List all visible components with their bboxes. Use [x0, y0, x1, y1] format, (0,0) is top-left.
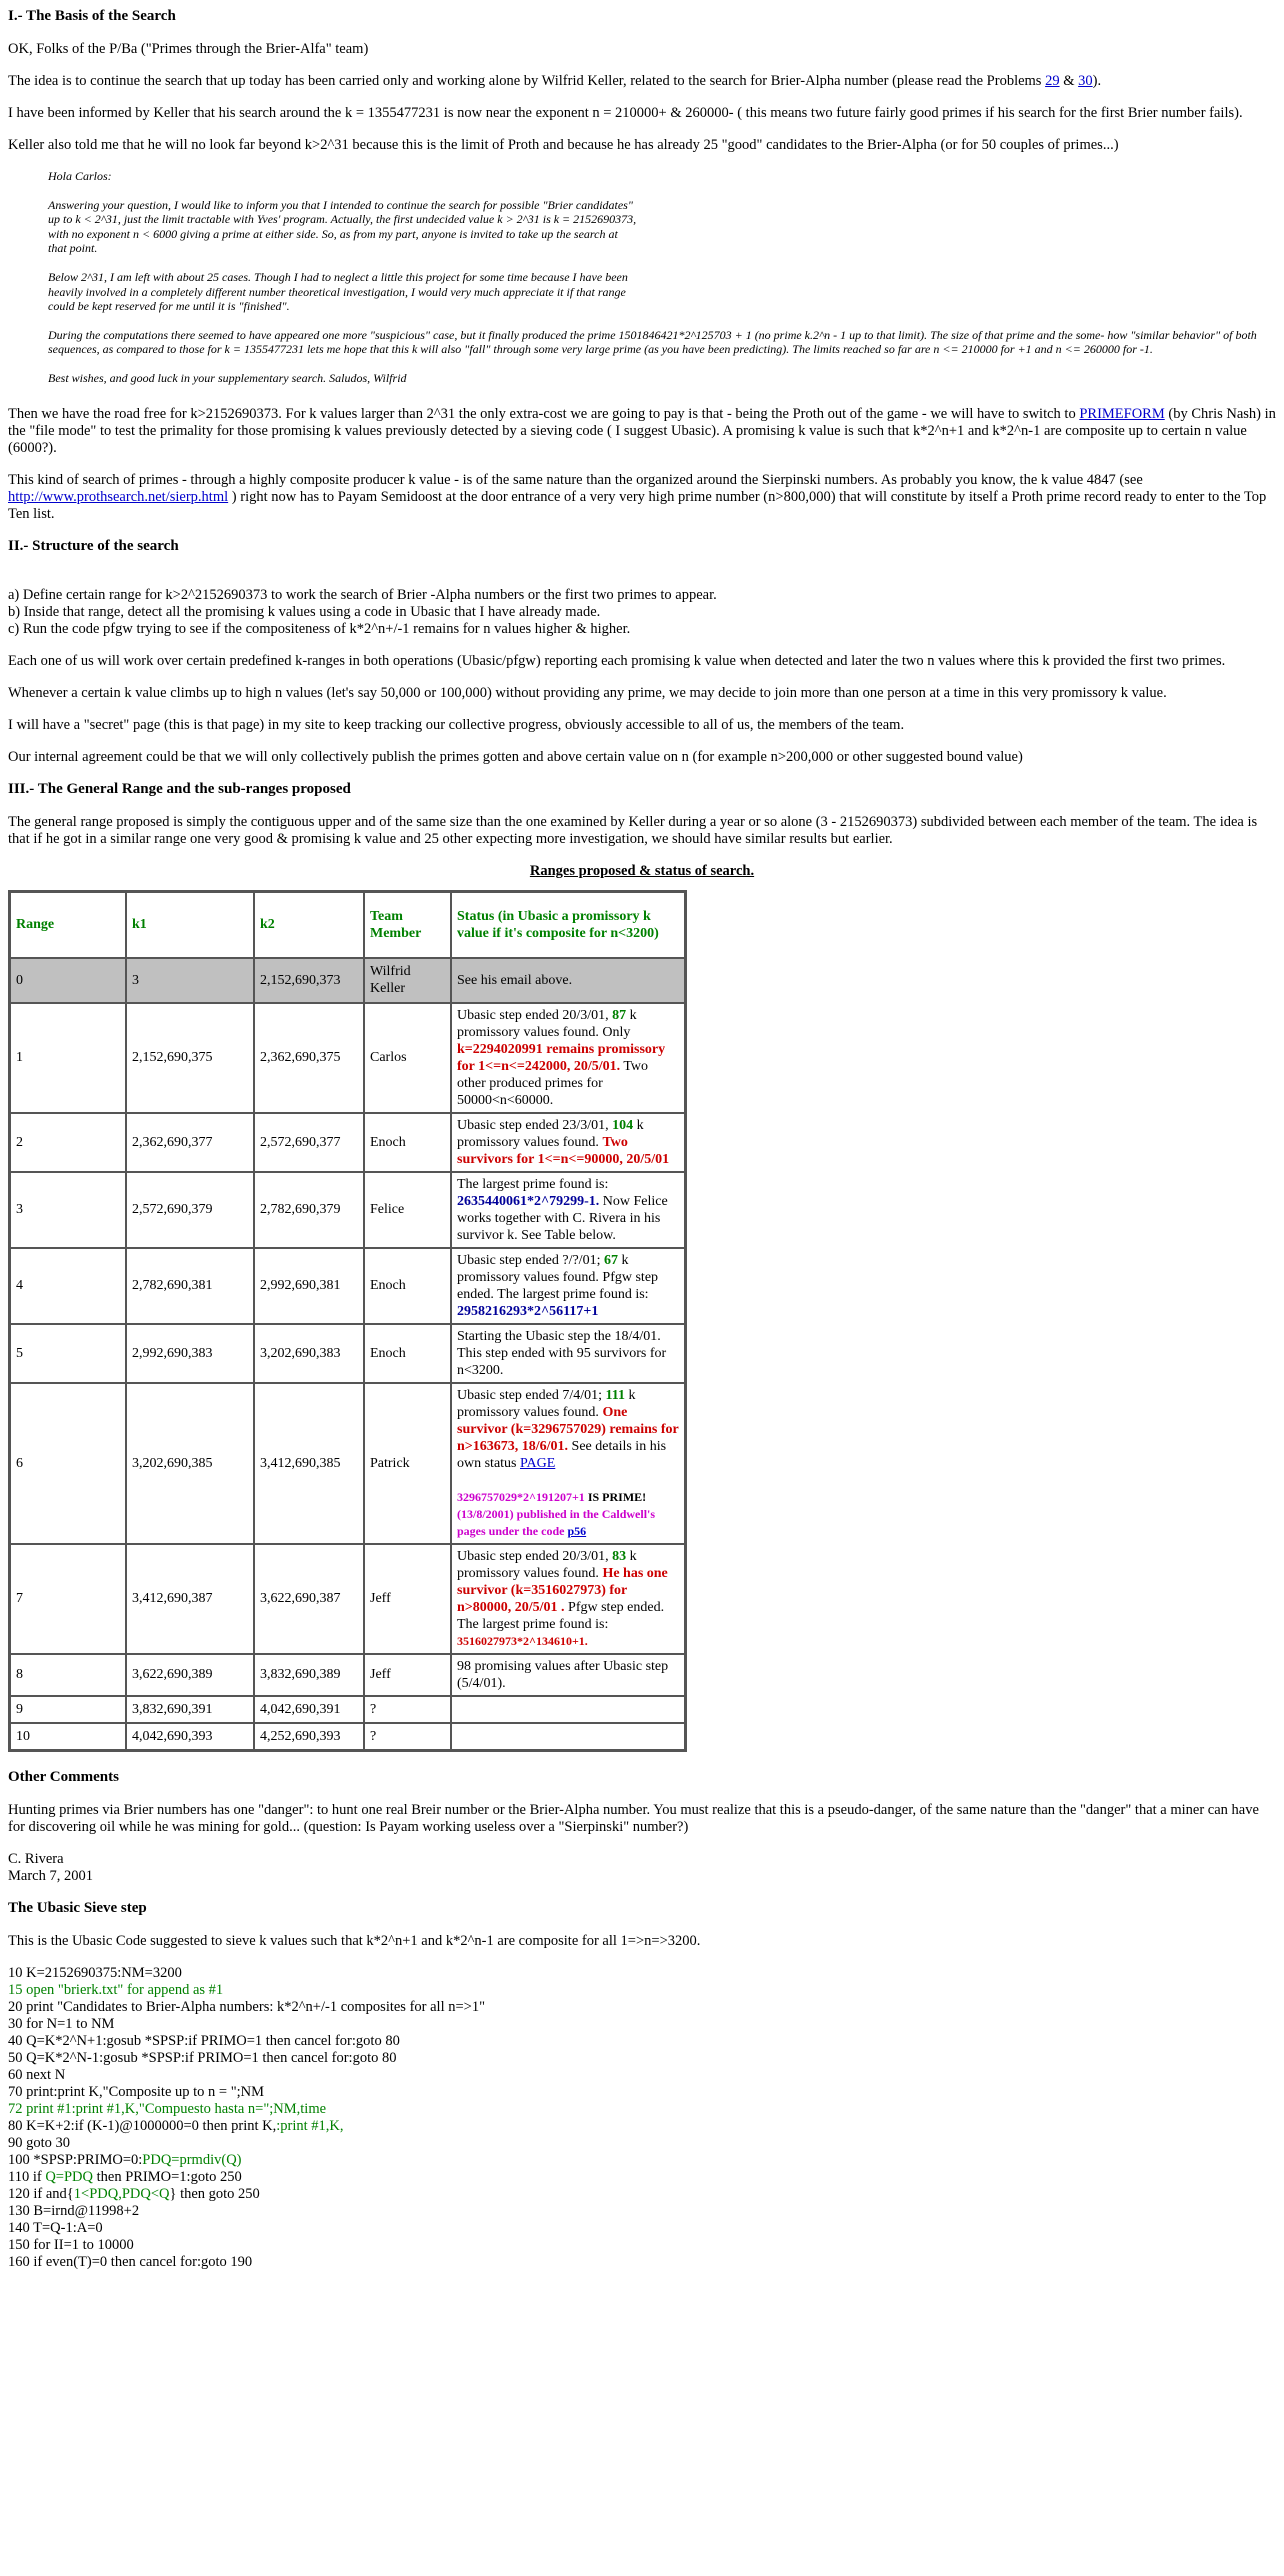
table-row: [10, 1003, 685, 1113]
code-line: 90 goto 30: [8, 2134, 71, 2151]
k2-cell: 2,572,690,377: [254, 1113, 364, 1172]
status-cell: See his email above.: [451, 958, 685, 1003]
code-line: 40 Q=K*2^N+1:gosub *SPSP:if PRIMO=1 then cancel for:goto 80: [8, 2032, 400, 2049]
header-k1: k1: [126, 892, 254, 958]
range-cell: 2: [10, 1113, 126, 1172]
structure-paragraph-3: I will have a "secret" page (this is that page) in my site to keep tracking our collective progress, obviously accessible to all of us, the members of the team.: [8, 716, 905, 733]
range-cell: 1: [10, 1003, 126, 1113]
author-signature: C. Rivera March 7, 2001: [8, 1850, 93, 1884]
team-cell: Jeff: [364, 1654, 451, 1696]
code-line: 160 if even(T)=0 then cancel for:goto 190: [8, 2253, 253, 2270]
structure-steps: a) Define certain range for k>2^2152690373 to work the search of Brier -Alpha numbers or the first two primes to appear. b) Inside that range, detect all the promising k values using a code in Ubasic that I have already made. c) Run the code pfgw trying to see if the compositeness of k*2^n+/-1 remains for n values higher & higher.: [8, 586, 717, 637]
section-structure-title: II.- Structure of the search: [8, 537, 179, 554]
email-paragraph-2: Below 2^31, I am left with about 25 cases. Though I had to neglect a little this project for some time because I have been heavily involved in a completely different number theoretical investigation, I would very much appreciate it if that range could be kept reserved for me until it is "finished".: [48, 269, 628, 314]
status-cell: [451, 1723, 685, 1750]
section-other-comments-title: Other Comments: [8, 1768, 119, 1785]
table-row: [10, 1113, 685, 1172]
status-cell: Starting the Ubasic step the 18/4/01. This step ended with 95 survivors for n<3200.: [451, 1324, 685, 1383]
table-row: [10, 1383, 685, 1544]
keller-limit-paragraph: Keller also told me that he will no look far beyond k>2^31 because this is the limit of Proth and because he has already 25 "good" candidates to the Brier-Alpha (or for 50 couples of primes...): [8, 137, 1119, 153]
status-cell: The largest prime found is: 2635440061*2^79299-1. Now Felice works together with C. Rivera in his survivor k. See Table below.: [451, 1172, 685, 1248]
k2-cell: 2,362,690,375: [254, 1003, 364, 1113]
code-line: 20 print "Candidates to Brier-Alpha numbers: k*2^n+/-1 composites for all n=>1": [8, 1998, 485, 2015]
table-row: [10, 958, 685, 1003]
ranges-table: [8, 890, 687, 1752]
range-cell: 10: [10, 1723, 126, 1750]
team-cell: Enoch: [364, 1113, 451, 1172]
k1-cell: 2,992,690,383: [126, 1324, 254, 1383]
table-caption: Ranges proposed & status of search.: [529, 862, 755, 879]
table-row: [10, 1324, 685, 1383]
k1-cell: 2,152,690,375: [126, 1003, 254, 1113]
team-cell: Enoch: [364, 1248, 451, 1324]
problem-30-link[interactable]: 30: [1078, 73, 1093, 89]
email-paragraph-1: Answering your question, I would like to inform you that I intended to continue the search for possible "Brier candidates" up to k < 2^31, just the limit tractable with Yves' program. Actually, the first undecided value k > 2^31 is k = 2152690373, with no exponent n < 6000 giving a prime at either side. So, as from my part, anyone is invited to take up the search at that point.: [48, 197, 637, 256]
ubasic-code: [8, 1965, 1276, 2271]
team-cell: Jeff: [364, 1544, 451, 1654]
code-line: 30 for N=1 to NM: [8, 2015, 115, 2032]
code-line: 110 if Q=PDQ then PRIMO=1:goto 250: [8, 2168, 242, 2185]
k2-cell: 2,152,690,373: [254, 958, 364, 1003]
table-row: [10, 1696, 685, 1723]
range-cell: 3: [10, 1172, 126, 1248]
k1-cell: 4,042,690,393: [126, 1723, 254, 1750]
table-row: [10, 1723, 685, 1750]
k2-cell: 3,832,690,389: [254, 1654, 364, 1696]
status-cell: Ubasic step ended 23/3/01, 104 k promissory values found. Two survivors for 1<=n<=90000, 20/5/01: [451, 1113, 685, 1172]
structure-paragraph-2: Whenever a certain k value climbs up to high n values (let's say 50,000 or 100,000) without providing any prime, we may decide to join more than one person at a time in this very promissory k value.: [8, 684, 1167, 701]
intro-line: OK, Folks of the P/Ba ("Primes through the Brier-Alfa" team): [8, 41, 369, 57]
keller-status-paragraph: I have been informed by Keller that his search around the k = 1355477231 is now near the exponent n = 210000+ & 260000- ( this means two future fairly good primes if his search for the first Brier number fails).: [8, 105, 1243, 121]
code-line: 10 K=2152690375:NM=3200: [8, 1964, 182, 1981]
caldwell-p56-link[interactable]: p56: [567, 1523, 587, 1538]
primeform-link[interactable]: PRIMEFORM: [1079, 405, 1165, 422]
other-comments-paragraph: Hunting primes via Brier numbers has one "danger": to hunt one real Breir number or the Brier-Alpha number. You must realize that this is a pseudo-danger, of the same nature than the "danger" that a miner can have for discovering oil while he was mining for gold... (question: Is Payam working useless over a "Sierpinski" number?): [8, 1801, 1259, 1835]
header-k2: k2: [254, 892, 364, 958]
range-cell: 9: [10, 1696, 126, 1723]
k1-cell: 2,782,690,381: [126, 1248, 254, 1324]
k2-cell: 3,622,690,387: [254, 1544, 364, 1654]
k1-cell: 3,412,690,387: [126, 1544, 254, 1654]
ranges-paragraph: The general range proposed is simply the contiguous upper and of the same size than the one examined by Keller during a year or so alone (3 - 2152690373) subdivided between each member of the team. The idea is that if he got in a similar range one very good & promising k value and 25 other expecting more investigation, we should have similar results but earlier.: [8, 813, 1258, 847]
status-cell: Ubasic step ended 20/3/01, 83 k promissory values found. He has one survivor (k=3516027973) for n>80000, 20/5/01 . Pfgw step ended. The largest prime found is: 3516027973*2^134610+1.: [451, 1544, 685, 1654]
team-cell: Patrick: [364, 1383, 451, 1544]
status-cell: Ubasic step ended 7/4/01; 111 k promissory values found. One survivor (k=3296757029) remains for n>163673, 18/6/01. See details in his own status PAGE 3296757029*2^191207+1 IS PRIME! (13/8/2001) published in the Caldwell's pages under the code p56: [451, 1383, 685, 1544]
email-signoff: Best wishes, and good luck in your supplementary search. Saludos, Wilfrid: [48, 370, 407, 385]
team-cell: Wilfrid Keller: [364, 958, 451, 1003]
structure-paragraph-4: Our internal agreement could be that we will only collectively publish the primes gotten and above certain value on n (for example n>200,000 or other suggested bound value): [8, 748, 1023, 765]
k1-cell: 2,572,690,379: [126, 1172, 254, 1248]
header-range: Range: [10, 892, 126, 958]
range-cell: 0: [10, 958, 126, 1003]
signature-date: March 7, 2001: [8, 1867, 93, 1884]
k1-cell: 2,362,690,377: [126, 1113, 254, 1172]
sierpinski-paragraph: This kind of search of primes - through a highly composite producer k value - is of the same nature than the organized around the Sierpinski numbers. As probably you know, the k value 4847 (see http://www.prothsearch.net/sierp.html ) right now has to Payam Semidoost at the door entrance of a very very high prime number (n>800,000) that will constitute by itself a Proth prime record ready to enter to the Top Ten list.: [8, 471, 1267, 522]
status-cell: [451, 1696, 685, 1723]
idea-paragraph: The idea is to continue the search that up today has been carried only and working alone by Wilfrid Keller, related to the search for Brier-Alpha number (please read the Problems 29 & 30).: [8, 73, 1102, 89]
code-line: 80 K=K+2:if (K-1)@1000000=0 then print K,:print #1,K,: [8, 2117, 344, 2134]
k1-cell: 3,622,690,389: [126, 1654, 254, 1696]
status-cell: Ubasic step ended ?/?/01; 67 k promissory values found. Pfgw step ended. The largest prime found is: 2958216293*2^56117+1: [451, 1248, 685, 1324]
k1-cell: 3,832,690,391: [126, 1696, 254, 1723]
sieve-intro: This is the Ubasic Code suggested to sieve k values such that k*2^n+1 and k*2^n-1 are composite for all 1=>n=>3200.: [8, 1932, 701, 1949]
code-line: 150 for II=1 to 10000: [8, 2236, 134, 2253]
code-line: 72 print #1:print #1,K,"Compuesto hasta n=";NM,time: [8, 2100, 327, 2117]
problem-29-link[interactable]: 29: [1045, 73, 1060, 89]
team-cell: ?: [364, 1723, 451, 1750]
section-ranges-title: III.- The General Range and the sub-ranges proposed: [8, 780, 351, 797]
email-greeting: Hola Carlos:: [48, 169, 112, 183]
section-sieve-title: The Ubasic Sieve step: [8, 1899, 147, 1916]
header-status: Status (in Ubasic a promissory k value if it's composite for n<3200): [451, 892, 685, 958]
page: [0, 8, 1284, 2271]
k1-cell: 3,202,690,385: [126, 1383, 254, 1544]
structure-paragraph-1: Each one of us will work over certain predefined k-ranges in both operations (Ubasic/pfgw) reporting each promising k value when detected and later the two n values where this k provided the first two primes.: [8, 652, 1226, 669]
team-cell: ?: [364, 1696, 451, 1723]
code-line: 120 if and{1<PDQ,PDQ<Q} then goto 250: [8, 2185, 260, 2202]
code-line: 60 next N: [8, 2066, 66, 2083]
table-row: [10, 1654, 685, 1696]
table-row: [10, 1544, 685, 1654]
code-line: 130 B=irnd@11998+2: [8, 2202, 140, 2219]
k2-cell: 4,042,690,391: [254, 1696, 364, 1723]
section-basis-title: I.- The Basis of the Search: [8, 8, 176, 24]
team-cell: Felice: [364, 1172, 451, 1248]
code-line: 15 open "brierk.txt" for append as #1: [8, 1981, 224, 1998]
range-cell: 4: [10, 1248, 126, 1324]
table-row: [10, 1248, 685, 1324]
header-team: Team Member: [364, 892, 451, 958]
k1-cell: 3: [126, 958, 254, 1003]
status-cell: Ubasic step ended 20/3/01, 87 k promissory values found. Only k=2294020991 remains promissory for 1<=n<=242000, 20/5/01. Two other produced primes for 50000<n<60000.: [451, 1003, 685, 1113]
team-cell: Carlos: [364, 1003, 451, 1113]
team-cell: Enoch: [364, 1324, 451, 1383]
range-cell: 6: [10, 1383, 126, 1544]
road-free-paragraph: Then we have the road free for k>2152690373. For k values larger than 2^31 the only extra-cost we are going to pay is that - being the Proth out of the game - we will have to switch to PRIMEFORM (by Chris Nash) in the "file mode" to test the primality for those promising k values previously detected by a sieving code ( I suggest Ubasic). A promising k value is such that k*2^n+1 and k*2^n-1 are composite up to certain n value (6000?).: [8, 405, 1276, 456]
k2-cell: 3,202,690,383: [254, 1324, 364, 1383]
range-cell: 8: [10, 1654, 126, 1696]
sierp-link[interactable]: http://www.prothsearch.net/sierp.html: [8, 488, 229, 505]
table-row: [10, 1172, 685, 1248]
code-line: 140 T=Q-1:A=0: [8, 2219, 103, 2236]
table-header-row: [10, 892, 685, 958]
code-line: 100 *SPSP:PRIMO=0:PDQ=prmdiv(Q): [8, 2151, 242, 2168]
k2-cell: 2,782,690,379: [254, 1172, 364, 1248]
keller-email: [48, 169, 1276, 386]
patrick-status-page-link[interactable]: PAGE: [520, 1455, 556, 1471]
status-cell: 98 promising values after Ubasic step (5/4/01).: [451, 1654, 685, 1696]
email-paragraph-3: During the computations there seemed to have appeared one more "suspicious" case, but it finally produced the prime 1501846421*2^125703 + 1 (no prime k.2^n - 1 up to that limit). The size of that prime and the some- how "similar behavior" of both sequences, as compared to those for k = 1355477231 lets me hope that this k will also "fall" through some very large prime (as you have been predicting). The limits reached so far are n <= 210000 for +1 and n <= 260000 for -1.: [48, 327, 1257, 357]
code-line: 50 Q=K*2^N-1:gosub *SPSP:if PRIMO=1 then cancel for:goto 80: [8, 2049, 397, 2066]
range-cell: 5: [10, 1324, 126, 1383]
code-line: 70 print:print K,"Composite up to n = ";NM: [8, 2083, 265, 2100]
range-cell: 7: [10, 1544, 126, 1654]
k2-cell: 2,992,690,381: [254, 1248, 364, 1324]
k2-cell: 4,252,690,393: [254, 1723, 364, 1750]
k2-cell: 3,412,690,385: [254, 1383, 364, 1544]
